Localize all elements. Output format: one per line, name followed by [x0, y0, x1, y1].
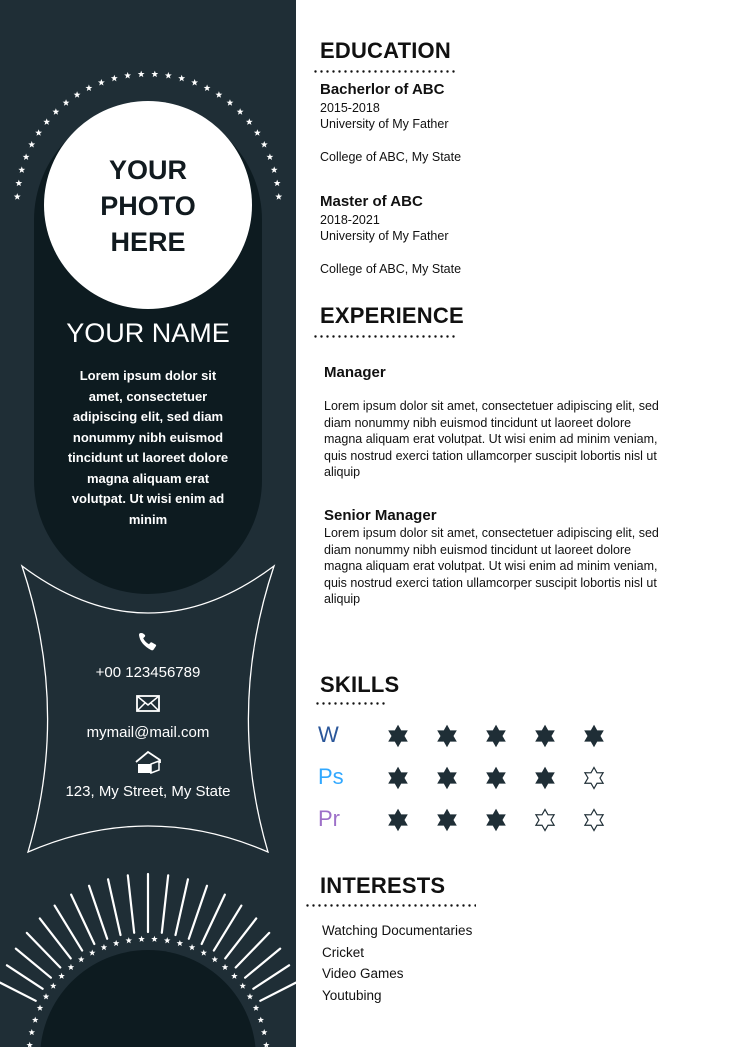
empty-star-icon: [585, 768, 603, 789]
skill-row: [318, 764, 618, 792]
email-address[interactable]: mymail@mail.com: [86, 724, 210, 741]
job-title: Senior Manager: [324, 507, 437, 524]
skills-title: SKILLS: [320, 672, 400, 697]
empty-star-icon: [536, 810, 554, 831]
experience-title: EXPERIENCE: [320, 303, 464, 328]
skills-divider: [316, 702, 388, 705]
sidebar: [0, 0, 296, 1047]
bio-text: Lorem ipsum dolor sit amet, consectetuer adipiscing elit, sed diam nonummy nibh euismod tincidunt ut laoreet dolore magna aliquam erat volutpat. Ut wisi enim ad minim: [67, 368, 229, 527]
edu-degree: Bacherlor of ABC: [320, 81, 445, 98]
main-content: [296, 0, 740, 1047]
street-address: 123, My Street, My State: [65, 783, 231, 800]
skill-label: Ps: [318, 764, 344, 789]
home-icon: [133, 750, 163, 774]
interest-item: Cricket: [322, 945, 365, 960]
photo-placeholder-line: PHOTO: [100, 191, 196, 221]
filled-star-icon: [389, 726, 407, 747]
filled-star-icon: [536, 768, 554, 789]
filled-star-icon: [438, 810, 456, 831]
edu-college: College of ABC, My State: [320, 150, 462, 164]
filled-star-icon: [389, 810, 407, 831]
filled-star-icon: [487, 810, 505, 831]
interest-item: Watching Documentaries: [322, 923, 473, 938]
filled-star-icon: [438, 726, 456, 747]
interest-item: Youtubing: [322, 988, 382, 1003]
interest-item: Video Games: [322, 966, 404, 981]
filled-star-icon: [487, 726, 505, 747]
skill-row: [318, 806, 618, 834]
phone-number[interactable]: +00 123456789: [95, 664, 201, 681]
photo-placeholder-line: YOUR: [108, 155, 187, 185]
edu-university: University of My Father: [320, 117, 449, 131]
your-name: YOUR NAME: [66, 318, 230, 348]
skill-rating: [388, 766, 618, 790]
skill-rating: [388, 724, 618, 748]
experience-divider: [314, 335, 459, 338]
bottom-semicircle: [40, 950, 256, 1047]
edu-degree: Master of ABC: [320, 193, 423, 210]
skill-label: Pr: [318, 806, 340, 831]
edu-years: 2015-2018: [320, 101, 380, 115]
edu-college: College of ABC, My State: [320, 262, 462, 276]
phone-icon: [133, 630, 163, 654]
skill-rating: [388, 808, 618, 832]
filled-star-icon: [585, 726, 603, 747]
edu-university: University of My Father: [320, 229, 449, 243]
education-title: EDUCATION: [320, 38, 451, 63]
skill-row: [318, 722, 618, 750]
edu-years: 2018-2021: [320, 213, 380, 227]
photo-placeholder: [44, 152, 252, 260]
job-title: Manager: [324, 364, 386, 381]
filled-star-icon: [389, 768, 407, 789]
job-description: Lorem ipsum dolor sit amet, consectetuer adipiscing elit, sed diam nonummy nibh euismod tincidunt ut laoreet dolore magna aliquam erat volutpat. Ut wisi enim ad minim veniam, quis nostrud exerci tation ullamcorper suscipit lobortis nisl ut aliquip: [324, 399, 659, 479]
filled-star-icon: [438, 768, 456, 789]
photo-placeholder-line: HERE: [110, 227, 186, 257]
job-description: Lorem ipsum dolor sit amet, consectetuer adipiscing elit, sed diam nonummy nibh euismod tincidunt ut laoreet dolore magna aliquam erat volutpat. Ut wisi enim ad minim veniam, quis nostrud exerci tation ullamcorper suscipit lobortis nisl ut aliquip: [324, 526, 659, 606]
interests-divider: [306, 904, 476, 907]
empty-star-icon: [585, 810, 603, 831]
education-divider: [314, 70, 459, 73]
mail-icon: [133, 692, 163, 716]
filled-star-icon: [536, 726, 554, 747]
skill-label: W: [318, 722, 339, 747]
filled-star-icon: [487, 768, 505, 789]
interests-title: INTERESTS: [320, 873, 446, 898]
